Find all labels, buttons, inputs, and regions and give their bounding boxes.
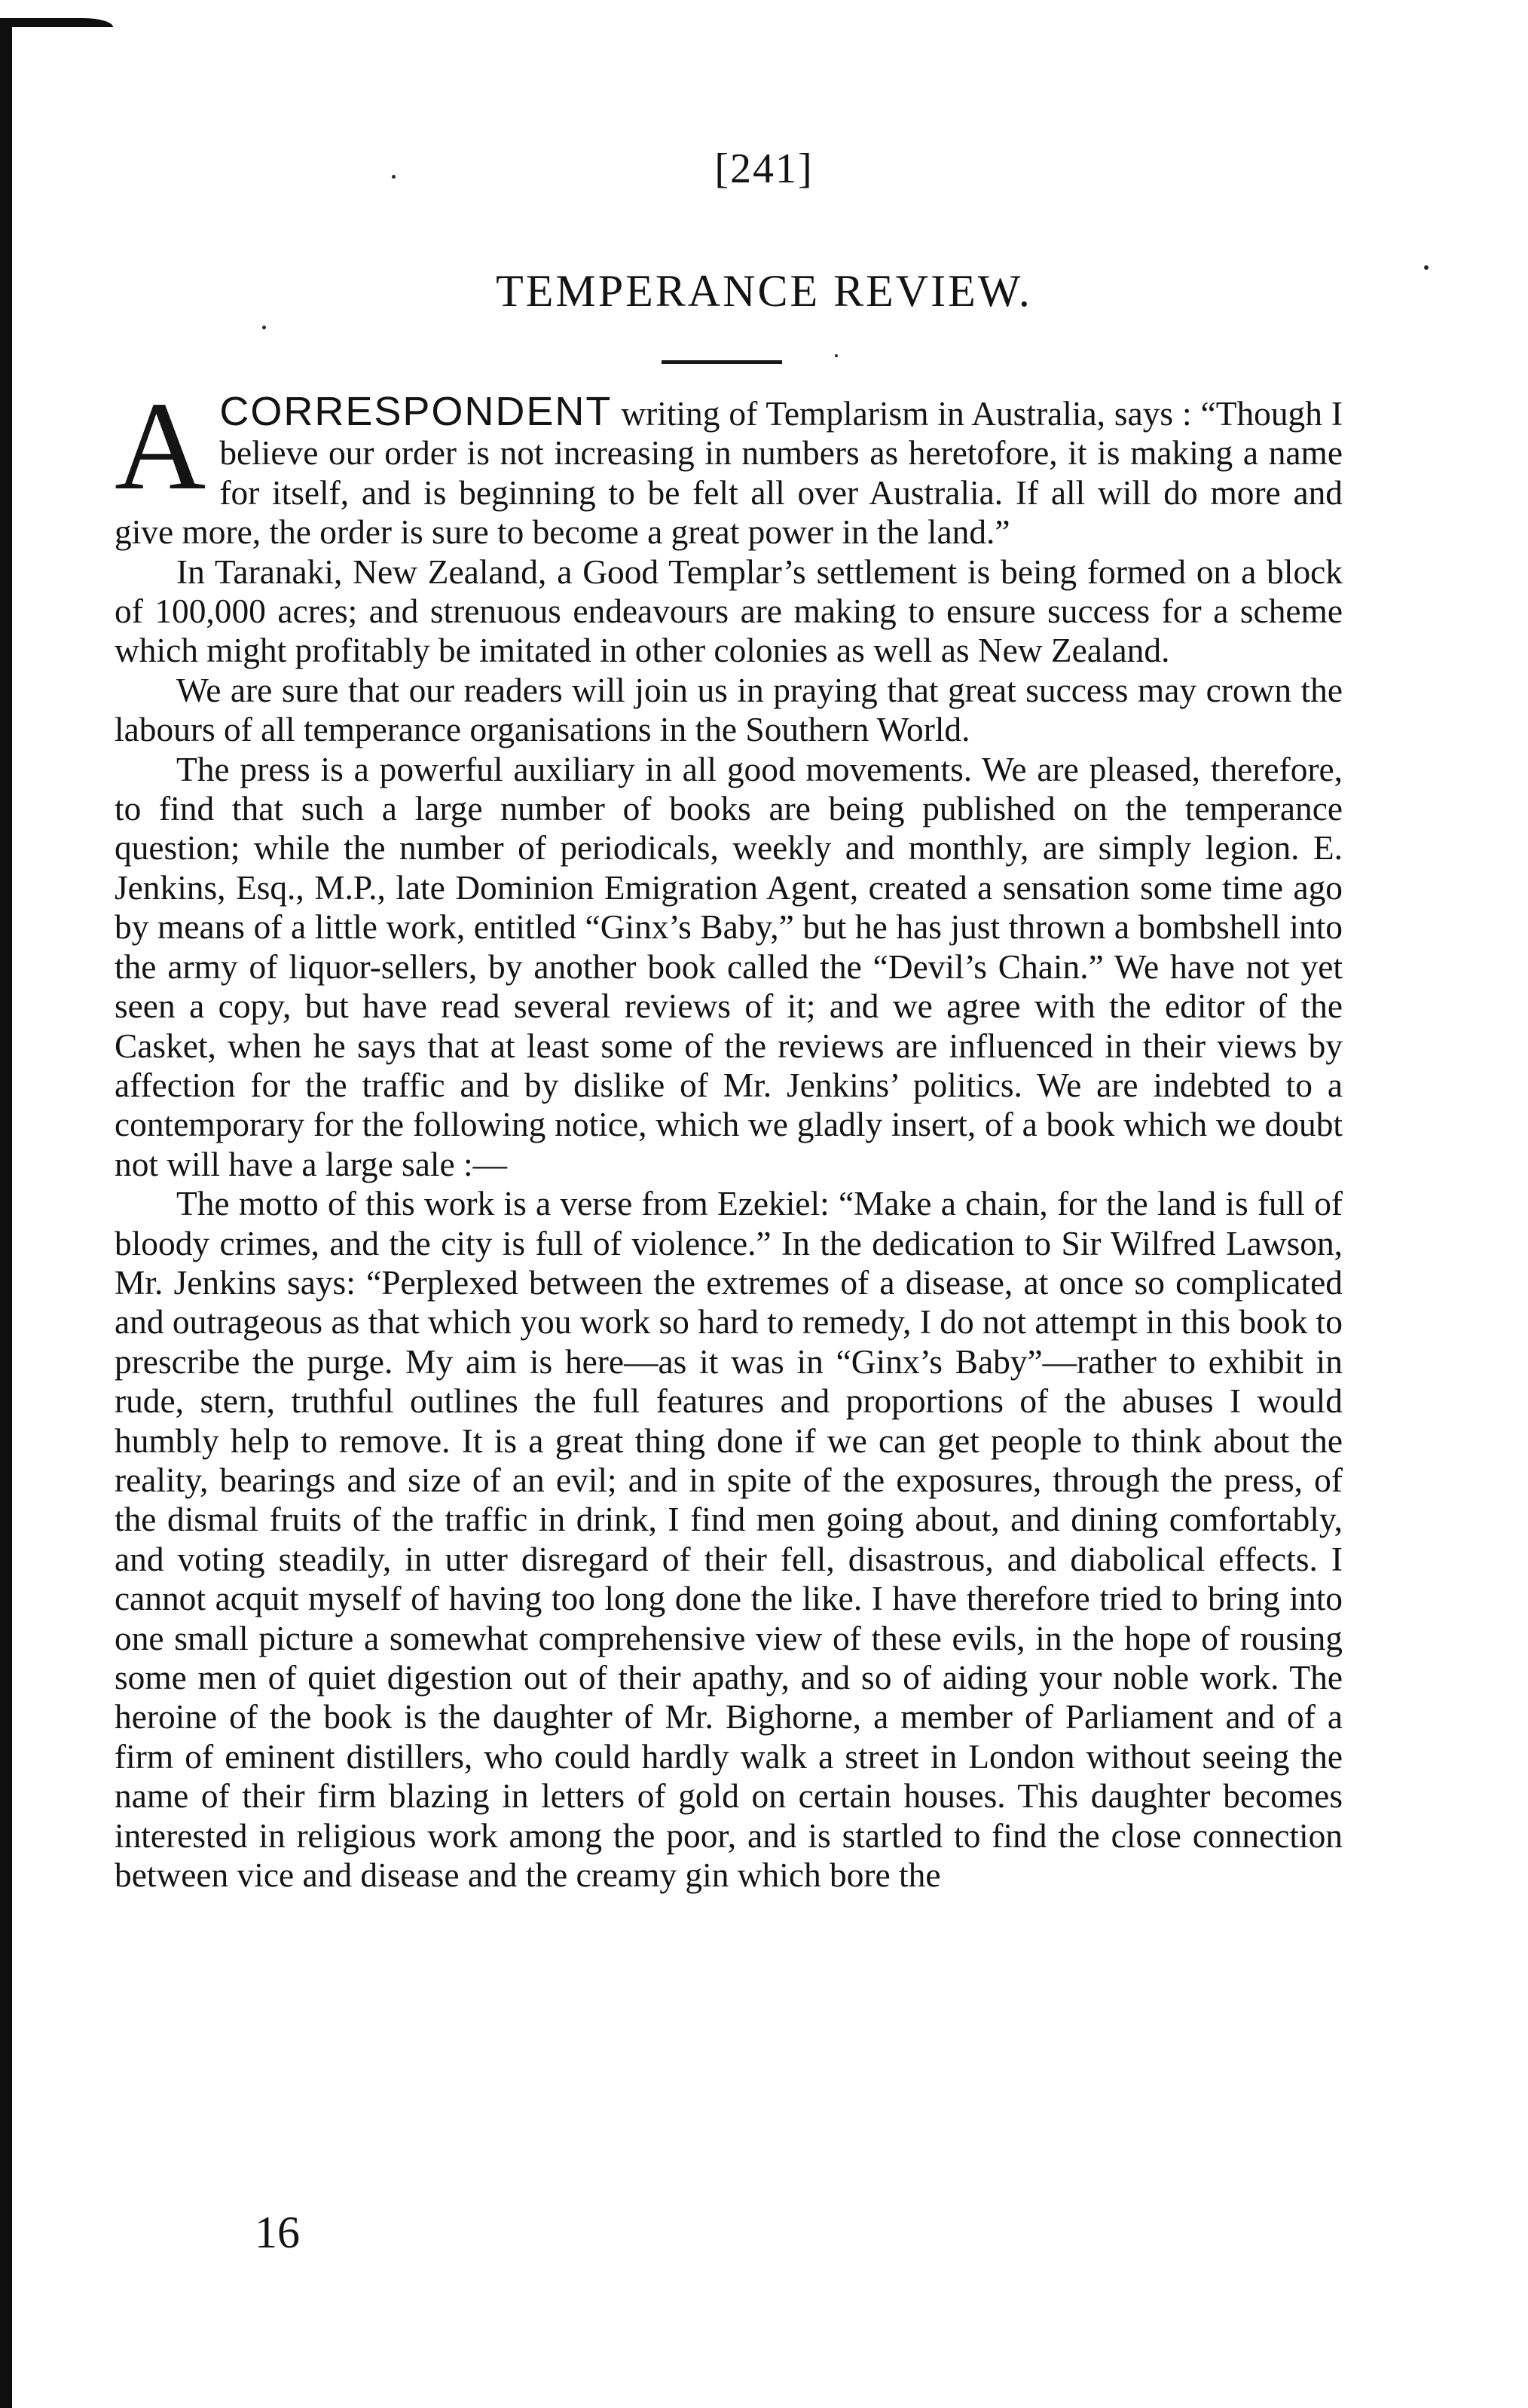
print-speck bbox=[262, 326, 266, 329]
page-number: [241] bbox=[714, 145, 814, 192]
paragraph-5: The motto of this work is a verse from Ezekiel: “Make a chain, for the land is full of bloody crimes, and the city is full of violence.” In the dedication to Sir Wilfred Lawson, Mr. Jenkins says: “Perplexed between the extremes of a disease, at once so complicated and outrageous as that which you work so hard to remedy, I do not attempt in this book to prescribe the purge. My aim is here—as it was in “Ginx’s Baby”—rather to exhibit in rude, stern, truthful outlines the full features and proportions of the abuses I would humbly help to remove. It is a great thing done if we can get people to think about the reality, bearings and size of an evil; and in spite of the exposures, through the press, of the dismal fruits of the traffic in drink, I find men going about, and dining comfortably, and voting steadily, in utter disregard of their fell, disastrous, and diabolical effects. I cannot acquit myself of having too long done the like. I have therefore tried to bring into one small picture a somewhat comprehensive view of these evils, in the hope of rousing some men of quiet digestion out of their apathy, and so of aiding your noble work. The heroine of the book is the daughter of Mr. Bighorne, a member of Parliament and of a firm of eminent distillers, who could hardly walk a street in London without seeing the name of their firm blazing in letters of gold on certain houses. This daughter becomes interested in religious work among the poor, and is startled to find the close connection between vice and disease and the creamy gin which bore the bbox=[115, 1185, 1343, 1895]
binding-edge bbox=[0, 18, 12, 2408]
print-speck bbox=[392, 175, 396, 179]
paragraph-2: In Taranaki, New Zealand, a Good Templar’s settlement is being formed on a block of 100,000 acres; and strenuous endeavours are making to ensure success for a scheme which might profitably be imitated in other colonies as well as New Zealand. bbox=[115, 552, 1343, 670]
paragraph-1 bbox=[115, 376, 1343, 552]
title-rule bbox=[662, 360, 782, 364]
print-speck bbox=[835, 354, 838, 357]
paragraph-1-text: writing of Templarism in Australia, says : “Though I believe our order is not increasing in numbers as heretofore, it is making a name for itself, and is beginning to be felt all over Australia. If all will do more and give more, the order is sure to become a great power in the land.” bbox=[115, 395, 1343, 552]
lead-caps: CORRESPONDENT bbox=[219, 389, 613, 434]
binding-corner bbox=[0, 18, 113, 27]
signature-mark: 16 bbox=[255, 2208, 300, 2257]
print-speck bbox=[1424, 265, 1429, 270]
drop-cap: A bbox=[115, 376, 206, 516]
paragraph-3: We are sure that our readers will join us in praying that great success may crown the labours of all temperance organisations in the Southern World. bbox=[115, 671, 1343, 749]
article-body bbox=[115, 376, 1343, 1895]
paragraph-4: The press is a powerful auxiliary in all good movements. We are pleased, therefore, to find that such a large number of books are being published on the temperance question; while the number of periodicals, weekly and monthly, are simply legion. E. Jenkins, Esq., M.P., late Dominion Emigration Agent, created a sensation some time ago by means of a little work, entitled “Ginx’s Baby,” but he has just thrown a bombshell into the army of liquor-sellers, by another book called the “Devil’s Chain.” We have not yet seen a copy, but have read several reviews of it; and we agree with the editor of the Casket, when he says that at least some of the reviews are influenced in their views by affection for the traffic and by dislike of Mr. Jenkins’ politics. We are indebted to a contemporary for the following notice, which we gladly insert, of a book which we doubt not will have a large sale :— bbox=[115, 750, 1343, 1183]
article-title: TEMPERANCE REVIEW. bbox=[496, 266, 1032, 316]
